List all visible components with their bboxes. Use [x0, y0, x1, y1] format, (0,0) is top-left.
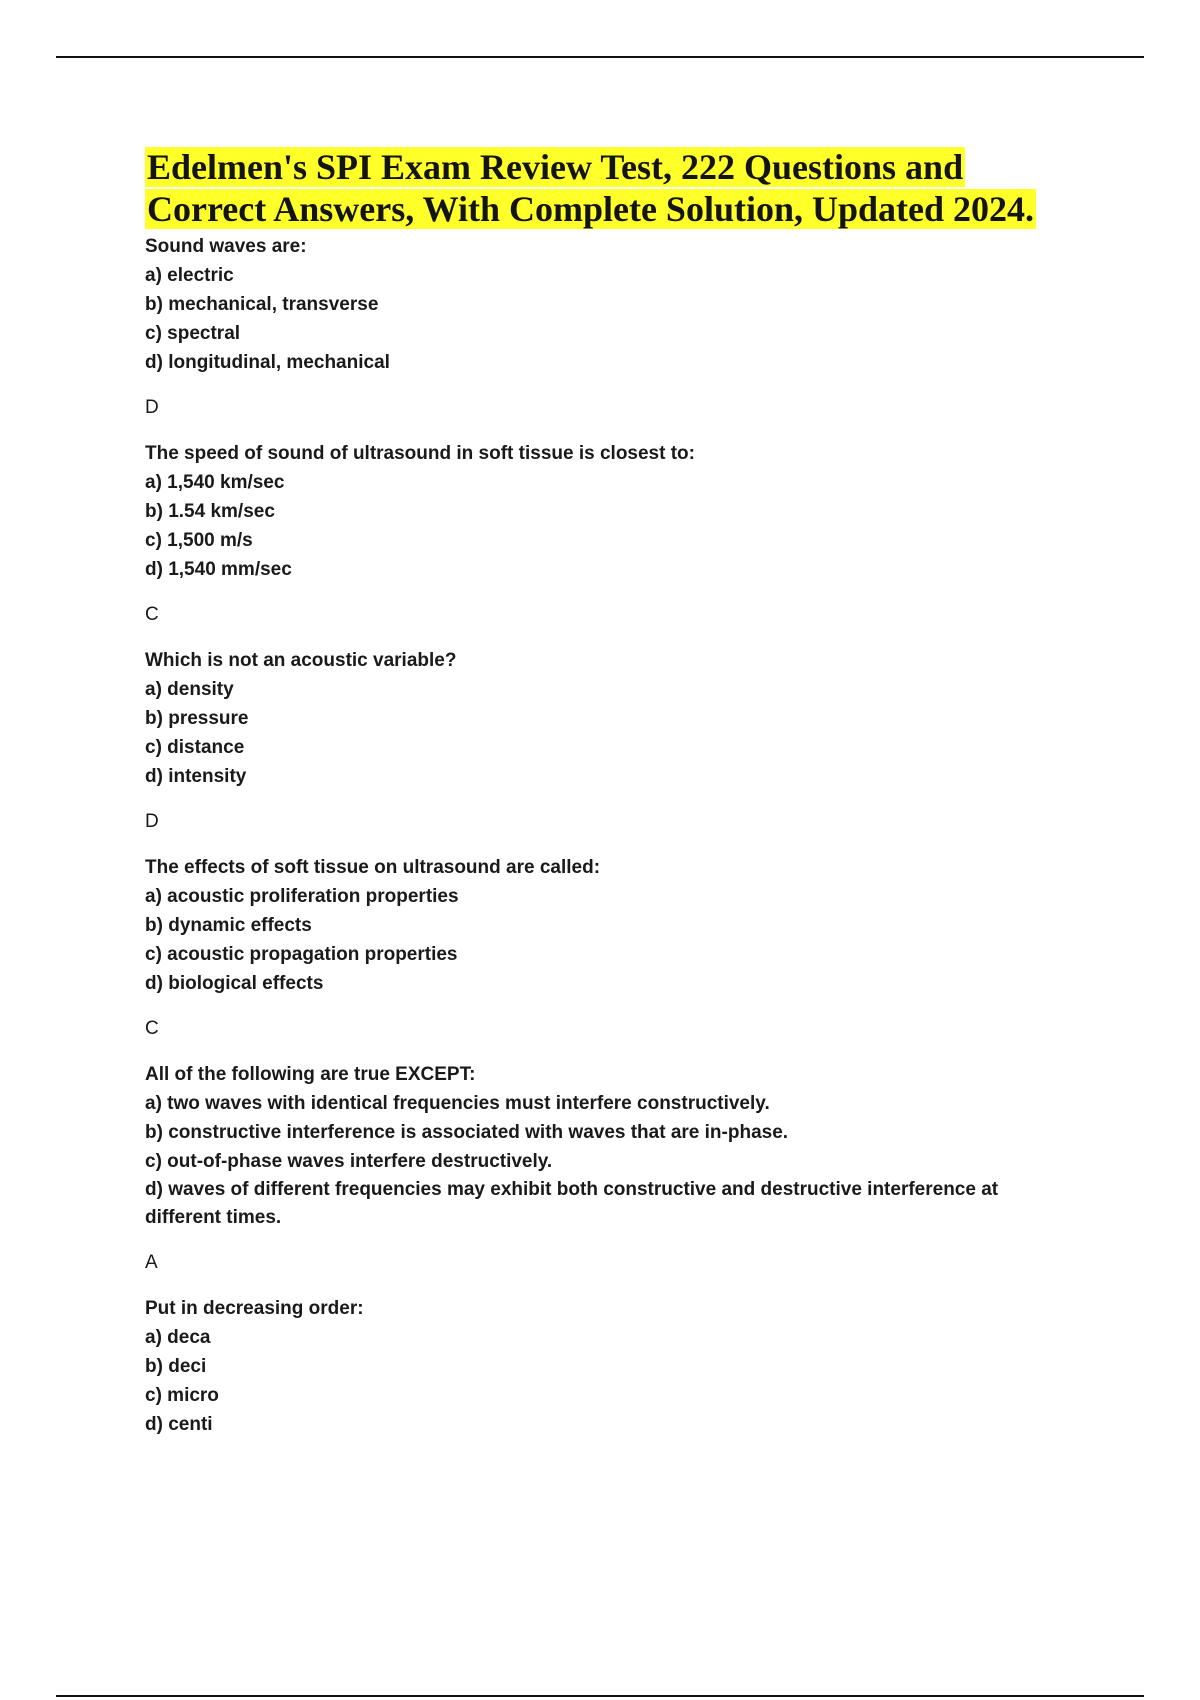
option-c: c) acoustic propagation properties [145, 944, 458, 965]
option-d: d) intensity [145, 766, 247, 787]
question-block [145, 646, 1075, 836]
option-a: a) acoustic proliferation properties [145, 886, 459, 907]
option-a: a) deca [145, 1327, 211, 1348]
option-b: b) dynamic effects [145, 915, 312, 936]
question-text: Put in decreasing order: [145, 1298, 364, 1319]
option-b: b) constructive interference is associated with waves that are in-phase. [145, 1122, 789, 1143]
question-block [145, 439, 1075, 629]
title-line-1: Edelmen's SPI Exam Review Test, 222 Questions and [147, 147, 964, 187]
option-d: d) longitudinal, mechanical [145, 352, 390, 373]
question-text: The speed of sound of ultrasound in soft tissue is closest to: [145, 443, 695, 464]
answer-text: A [145, 1252, 158, 1273]
header-rule [56, 56, 1144, 58]
answer-text: D [145, 811, 159, 832]
footer-rule [56, 1695, 1144, 1697]
question-text: Which is not an acoustic variable? [145, 650, 457, 671]
option-d: d) 1,540 mm/sec [145, 559, 292, 580]
option-b: b) 1.54 km/sec [145, 501, 275, 522]
option-b: b) deci [145, 1356, 207, 1377]
title-line-2: Correct Answers, With Complete Solution, Updated 2024. [147, 189, 1035, 229]
answer-text: C [145, 604, 159, 625]
document-title [145, 146, 1075, 230]
question-text: The effects of soft tissue on ultrasound are called: [145, 857, 601, 878]
option-d: d) centi [145, 1414, 213, 1435]
question-block [145, 1294, 1075, 1439]
question-block [145, 232, 1075, 422]
option-d: d) waves of different frequencies may exhibit both constructive and destructive interference at different times. [145, 1179, 999, 1228]
option-c: c) distance [145, 737, 245, 758]
option-b: b) pressure [145, 708, 249, 729]
document-body [145, 146, 1075, 1439]
answer-text: D [145, 397, 159, 418]
option-b: b) mechanical, transverse [145, 294, 379, 315]
option-a: a) two waves with identical frequencies must interfere constructively. [145, 1093, 770, 1114]
option-a: a) density [145, 679, 234, 700]
option-a: a) 1,540 km/sec [145, 472, 285, 493]
question-block [145, 1060, 1075, 1277]
option-c: c) micro [145, 1385, 219, 1406]
answer-text: C [145, 1018, 159, 1039]
option-a: a) electric [145, 265, 234, 286]
question-block [145, 853, 1075, 1043]
question-text: Sound waves are: [145, 236, 307, 257]
option-c: c) 1,500 m/s [145, 530, 253, 551]
question-text: All of the following are true EXCEPT: [145, 1064, 476, 1085]
option-c: c) spectral [145, 323, 241, 344]
option-d: d) biological effects [145, 973, 324, 994]
option-c: c) out-of-phase waves interfere destructively. [145, 1151, 553, 1172]
